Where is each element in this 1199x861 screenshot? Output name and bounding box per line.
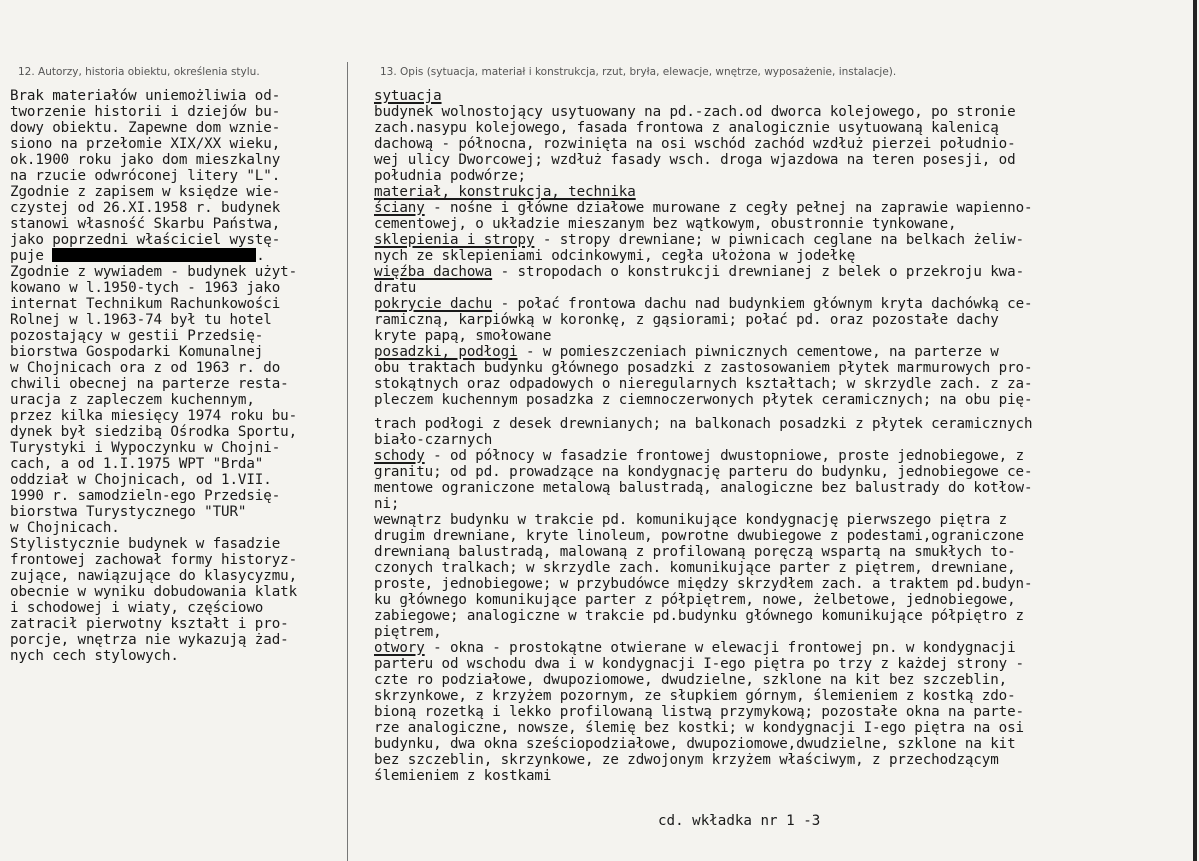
text-line: Stylistycznie budynek w fasadzie [10, 536, 281, 552]
text-line [374, 88, 1179, 104]
text-line: drugim drewniane, kryte linoleum, powrotne dwubiegowe z podestami,ograniczone [374, 528, 1025, 544]
text-line: Turystyki i Wypoczynku w Chojni- [10, 440, 281, 456]
keyword-sklepienia: sklepienia i stropy [374, 232, 535, 248]
text-line: nych cech stylowych. [10, 648, 179, 664]
heading-material: materiał, konstrukcja, technika [374, 184, 636, 200]
text-line: obu traktach budynku głównego posadzki z zastosowaniem płytek marmurowych pro- [374, 360, 1033, 376]
text-line [374, 640, 1179, 656]
keyword-sciany: ściany [374, 200, 425, 216]
text-line: wej ulicy Dworcowej; wzdłuż fasady wsch. droga wjazdowa na teren posesji, od [374, 152, 1016, 168]
text-fragment: puje [10, 248, 44, 264]
text-line: chwili obecnej na parterze resta- [10, 376, 289, 392]
text-line: ok.1900 roku jako dom mieszkalny [10, 152, 281, 168]
text-line: dynek był siedzibą Ośrodka Sportu, [10, 424, 298, 440]
text-line [374, 200, 1179, 216]
text-line: tworzenie historii i dziejów bu- [10, 104, 281, 120]
page-edge [1193, 0, 1197, 861]
text-line: obecnie w wyniku dobudowania klatk [10, 584, 298, 600]
text-line: budynku, dwa okna sześciopodziałowe, dwupoziomowe,dwudzielne, szklone na kit [374, 736, 1016, 752]
heading-sytuacja: sytuacja [374, 88, 442, 104]
text-line: zabiegowe; analogiczne w trakcie pd.budynku głównego komunikujące półpiętro z [374, 608, 1025, 624]
text-line: stanowi własność Skarbu Państwa, [10, 216, 281, 232]
text-line: oddział w Chojnicach, od 1.VII. [10, 472, 272, 488]
keyword-wiezba: więźba dachowa [374, 264, 493, 280]
text-line: czystej od 26.XI.1958 r. budynek [10, 200, 281, 216]
text-line: stokątnych oraz odpadowych o nieregularnych kształtach; w skrzydle zach. z za- [374, 376, 1033, 392]
text-line: czte ro podziałowe, dwupoziomowe, dwudzielne, szklone na kit bez szczeblin, [374, 672, 1008, 688]
text-line: skrzynkowe, z krzyżem pozornym, ze słupkiem górnym, ślemieniem z kostką zdo- [374, 688, 1016, 704]
text-line: kryte papą, smołowane [374, 328, 552, 344]
text-line: dratu [374, 280, 417, 296]
text-line: Zgodnie z zapisem w księdze wie- [10, 184, 281, 200]
text-line: dachową - północna, rozwinięta na osi wschód zachód wzdłuż pierzei południo- [374, 136, 1016, 152]
text-line: trach podłogi z desek drewnianych; na balkonach posadzki z płytek ceramicznych [374, 416, 1033, 432]
keyword-posadzki: posadzki, podłogi [374, 344, 518, 360]
text-line: porcje, wnętrza nie wykazują żad- [10, 632, 289, 648]
text-line: cach, a od 1.I.1975 WPT "Brda" [10, 456, 264, 472]
line-gap [374, 408, 1179, 416]
text-line: przez kilka miesięcy 1974 roku bu- [10, 408, 298, 424]
text-line: w Chojnicach ora z od 1963 r. do [10, 360, 281, 376]
text-line: nych ze sklepieniami odcinkowymi, cegła ułożona w jodełkę [374, 248, 856, 264]
description-column [374, 88, 1179, 784]
text-line: proste, jednobiegowe; w przybudówce między skrzydłem zach. a traktem pd.budyn- [374, 576, 1033, 592]
keyword-pokrycie: pokrycie dachu [374, 296, 493, 312]
text-fragment: - od północy w fasadzie frontowej dwustopniowe, proste jednobiegowe, z [424, 448, 1025, 464]
text-line [374, 296, 1179, 312]
text-line: biorstwa Gospodarki Komunalnej [10, 344, 264, 360]
text-line: mentowe ograniczone metalową balustradą, analogiczne bez balustrady do kotłow- [374, 480, 1033, 496]
text-fragment: - stropodach o konstrukcji drewnianej z belek o przekroju kwa- [492, 264, 1025, 280]
text-line: bioną rozetką i lekko profilowaną listwą przymykową; pozostałe okna na parte- [374, 704, 1025, 720]
text-line: w Chojnicach. [10, 520, 120, 536]
text-line: i schodowej i wiaty, częściowo [10, 600, 264, 616]
section-12-header: 12. Autorzy, historia obiektu, określenia stylu. [18, 66, 260, 78]
keyword-schody: schody [374, 448, 425, 464]
text-line: pozostający w gestii Przedsię- [10, 328, 264, 344]
text-line: biało-czarnych [374, 432, 493, 448]
text-line [374, 232, 1179, 248]
text-line: biorstwa Turystycznego "TUR" [10, 504, 247, 520]
text-line: piętrem, [374, 624, 442, 640]
text-line: rze analogiczne, nowsze, ślemię bez kostki; w kondygnacji I-ego piętra na osi [374, 720, 1025, 736]
text-line: jako poprzedni właściciel wystę- [10, 232, 281, 248]
text-line: zach.nasypu kolejowego, fasada frontowa z analogicznie usytuowaną kalenicą [374, 120, 999, 136]
text-line [374, 344, 1179, 360]
text-line [374, 264, 1179, 280]
text-line: ramiczną, karpiówką w koronkę, z gąsiorami; połać pd. oraz pozostałe dachy [374, 312, 999, 328]
text-fragment: - w pomieszczeniach piwnicznych cementowe, na parterze w [517, 344, 999, 360]
text-line: bez szczeblin, skrzynkowe, ze zdwojonym krzyżem właściwym, z przechodzącym [374, 752, 999, 768]
text-line: Zgodnie z wywiadem - budynek użyt- [10, 264, 298, 280]
column-divider [347, 62, 348, 861]
text-line: granitu; od pd. prowadzące na kondygnację parteru do budynku, jednobiegowe ce- [374, 464, 1033, 480]
text-line: czonych tralkach; w skrzydle zach. komunikujące parter z piętrem, drewniane, [374, 560, 1016, 576]
text-line: południa podwórze; [374, 168, 526, 184]
text-line: ni; [374, 496, 400, 512]
text-line: drewnianą balustradą, malowaną z profilowaną poręczą wspartą na smukłych to- [374, 544, 1016, 560]
text-line: kowano w l.1950-tych - 1963 jako [10, 280, 281, 296]
text-line: Rolnej w l.1963-74 był tu hotel [10, 312, 272, 328]
text-line: internat Technikum Rachunkowości [10, 296, 281, 312]
text-line [10, 248, 345, 264]
section-13-header: 13. Opis (sytuacja, materiał i konstrukcja, rzut, bryła, elewacje, wnętrze, wyposażenie, instalacje). [380, 66, 897, 78]
text-fragment: - połać frontowa dachu nad budynkiem głównym kryta dachówką ce- [492, 296, 1033, 312]
text-line: wewnątrz budynku w trakcie pd. komunikujące kondygnację pierwszego piętra z [374, 512, 1008, 528]
history-column [10, 88, 345, 664]
text-line: Brak materiałów uniemożliwia od- [10, 88, 281, 104]
text-line: zatracił pierwotny kształt i pro- [10, 616, 289, 632]
text-line: 1990 r. samodzieln-ego Przedsię- [10, 488, 281, 504]
keyword-otwory: otwory [374, 640, 425, 656]
text-line: cementowej, o układzie mieszanym bez wątkowym, obustronnie tynkowane, [374, 216, 957, 232]
text-line: dowy obiektu. Zapewne dom wznie- [10, 120, 281, 136]
text-line: pleczem kuchennym posadzka z ciemnoczerwonych płytek ceramicznych; na obu pię- [374, 392, 1033, 408]
text-fragment: . [256, 248, 265, 264]
text-line: parteru od wschodu dwa i w kondygnacji I-ego piętra po trzy z każdej strony - [374, 656, 1025, 672]
text-line [374, 184, 1179, 200]
text-line: ku głównego komunikujące parter z półpiętrem, nowe, żelbetowe, jednobiegowe, [374, 592, 1016, 608]
text-line: siono na przełomie XIX/XX wieku, [10, 136, 281, 152]
text-fragment: - okna - prostokątne otwierane w elewacji frontowej pn. w kondygnacji [424, 640, 1016, 656]
continuation-note: cd. wkładka nr 1 -3 [658, 813, 821, 829]
text-line [374, 448, 1179, 464]
text-line: frontowej zachował formy historyz- [10, 552, 298, 568]
text-line: uracja z zapleczem kuchennym, [10, 392, 255, 408]
text-fragment: - stropy drewniane; w piwnicach ceglane na belkach żeliw- [534, 232, 1025, 248]
text-line: ślemieniem z kostkami [374, 768, 552, 784]
redaction-bar [52, 248, 256, 262]
text-line: na rzucie odwróconej litery "L". [10, 168, 281, 184]
text-line: budynek wolnostojący usytuowany na pd.-zach.od dworca kolejowego, po stronie [374, 104, 1016, 120]
text-fragment: - nośne i główne działowe murowane z cegły pełnej na zaprawie wapienno- [424, 200, 1033, 216]
text-line: zujące, nawiązujące do klasycyzmu, [10, 568, 298, 584]
